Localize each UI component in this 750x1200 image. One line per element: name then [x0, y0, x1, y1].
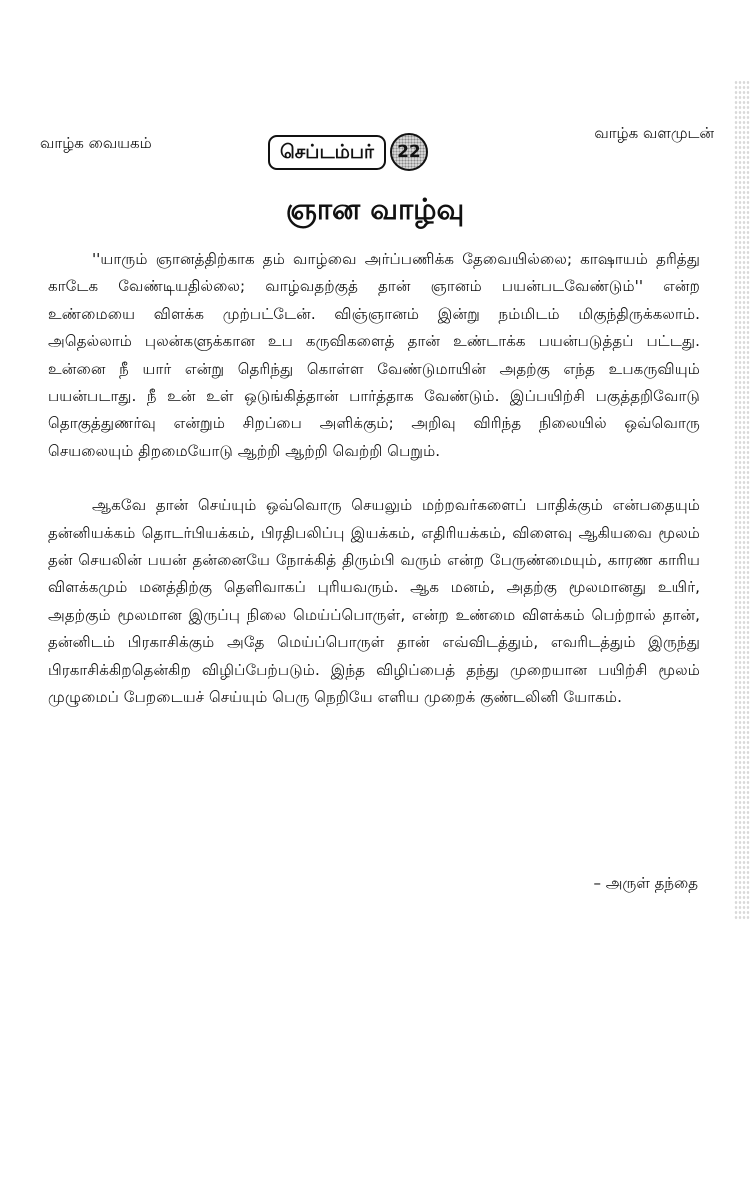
page-title: ஞான வாழ்வு: [285, 192, 465, 226]
date-badge: [268, 134, 428, 170]
header-right-motto: வாழ்க வளமுடன்: [594, 124, 714, 142]
paragraph-1: ''யாரும் ஞானத்திற்காக தம் வாழ்வை அர்ப்பணிக்க தேவையில்லை; காஷாயம் தரித்து காடேக வேண்டியதில்லை; வாழ்வதற்குத் தான் ஞானம் பயன்படவேண்டும்'' என்ற உண்மையை விளக்க முற்பட்டேன். விஞ்ஞானம் இன்று நம்மிடம் மிகுந்திருக்கலாம். அதெல்லாம் புலன்களுக்கான உப கருவிகளைத் தான் உண்டாக்க பயன்படுத்தப் பட்டது. உன்னை நீ யார் என்று தெரிந்து கொள்ள வேண்டுமாயின் அதற்கு எந்த உபகருவியும் பயன்படாது. நீ உன் உள் ஒடுங்கித்தான் பார்த்தாக வேண்டும். இப்பயிற்சி பகுத்தறிவோடு தொகுத்துணர்வு என்றும் சிறப்பை அளிக்கும்; அறிவு விரிந்த நிலையில் ஒவ்வொரு செயலையும் திறமையோடு ஆற்றி ஆற்றி வெற்றி பெறும்.: [48, 250, 700, 460]
day-number: 22: [390, 133, 428, 171]
paragraph-2: ஆகவே தான் செய்யும் ஒவ்வொரு செயலும் மற்றவர்களைப் பாதிக்கும் என்பதையும் தன்னியக்கம் தொடர்பியக்கம், பிரதிபலிப்பு இயக்கம், எதிரியக்கம், விளைவு ஆகியவை மூலம் தன் செயலின் பயன் தன்னையே நோக்கித் திரும்பி வரும் என்ற பேருண்மையும், காரண காரிய விளக்கமும் மனத்திற்கு தெளிவாகப் புரியவரும். ஆக மனம், அதற்கு மூலமானது உயிர், அதற்கும் மூலமான இருப்பு நிலை மெய்ப்பொருள், என்ற உண்மை விளக்கம் பெற்றால் தான், தன்னிடம் பிரகாசிக்கும் அதே மெய்ப்பொருள் தான் எவ்விடத்தும், எவரிடத்தும் இருந்து பிரகாசிக்கிறதென்கிற விழிப்பேற்படும். இந்த விழிப்பைத் தந்து முறையான பயிற்சி மூலம் முழுமைப் பேறடையச் செய்யும் பெரு நெறியே எளிய முறைக் குண்டலினி யோகம்.: [48, 496, 700, 707]
signature: – அருள் தந்தை: [593, 874, 698, 892]
month-label: செப்டம்பர்: [268, 135, 386, 170]
header-left-motto: வாழ்க வையகம்: [40, 134, 152, 152]
body-text: [48, 246, 700, 712]
